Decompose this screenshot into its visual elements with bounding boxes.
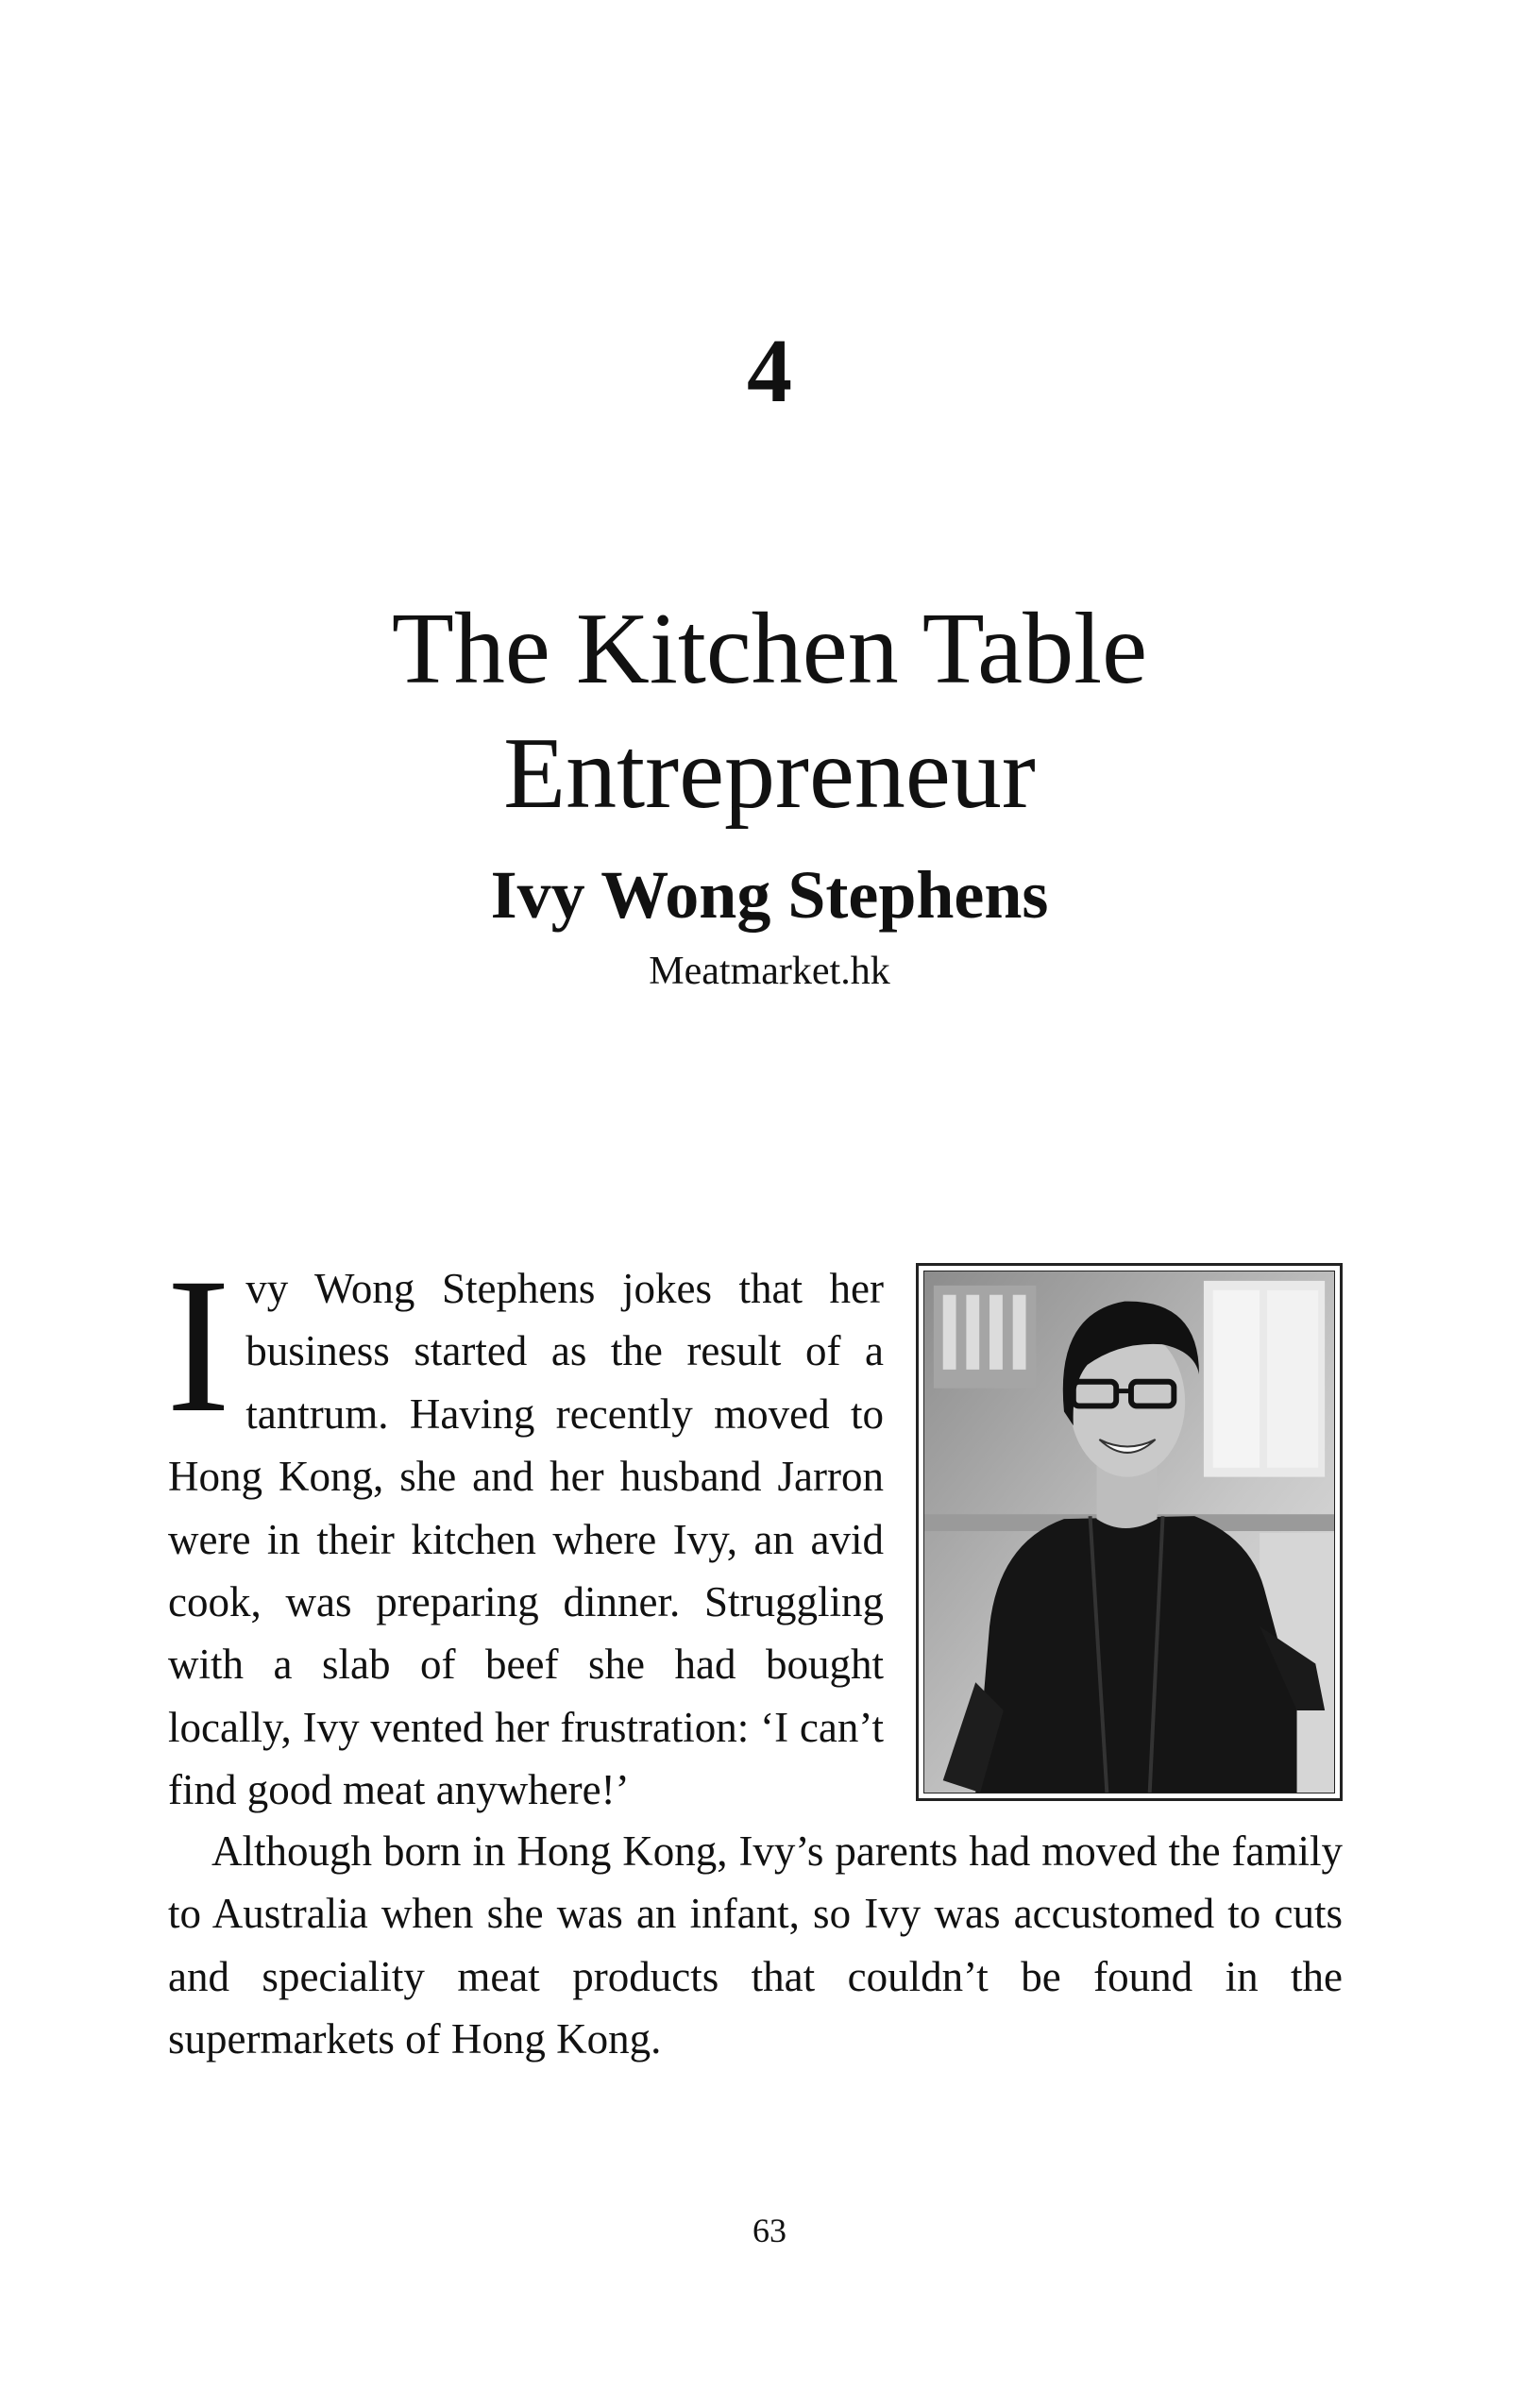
author-name: Ivy Wong Stephens [490,857,1049,933]
chapter-title: The Kitchen Table Entrepreneur [391,593,1148,831]
page-number: 63 [753,2212,786,2249]
chapter-number: 4 [747,320,792,421]
paragraph-1-text: vy Wong Stephens jokes that her business started as the result of a tantrum. Having recently moved to Hong Kong, she and her husband Jarron were in their kitchen where Ivy, an avid cook, was preparing dinner. Struggling with a slab of beef she had bought locally, Ivy vented her frustration: ‘I can’t find good meat anywhere!’ [168,1265,884,1814]
portrait-image [924,1271,1334,1793]
paragraph-2: Although born in Hong Kong, Ivy’s parents had moved the family to Australia when she was an infant, so Ivy was accustomed to cuts and speciality meat products that couldn’t be found in the supermarkets of Hong Kong. [168,1827,1343,2063]
drop-cap: I [166,1238,231,1453]
author-photo [916,1263,1343,1801]
author-company: Meatmarket.hk [649,950,890,993]
paragraph-1 [166,1238,884,1822]
